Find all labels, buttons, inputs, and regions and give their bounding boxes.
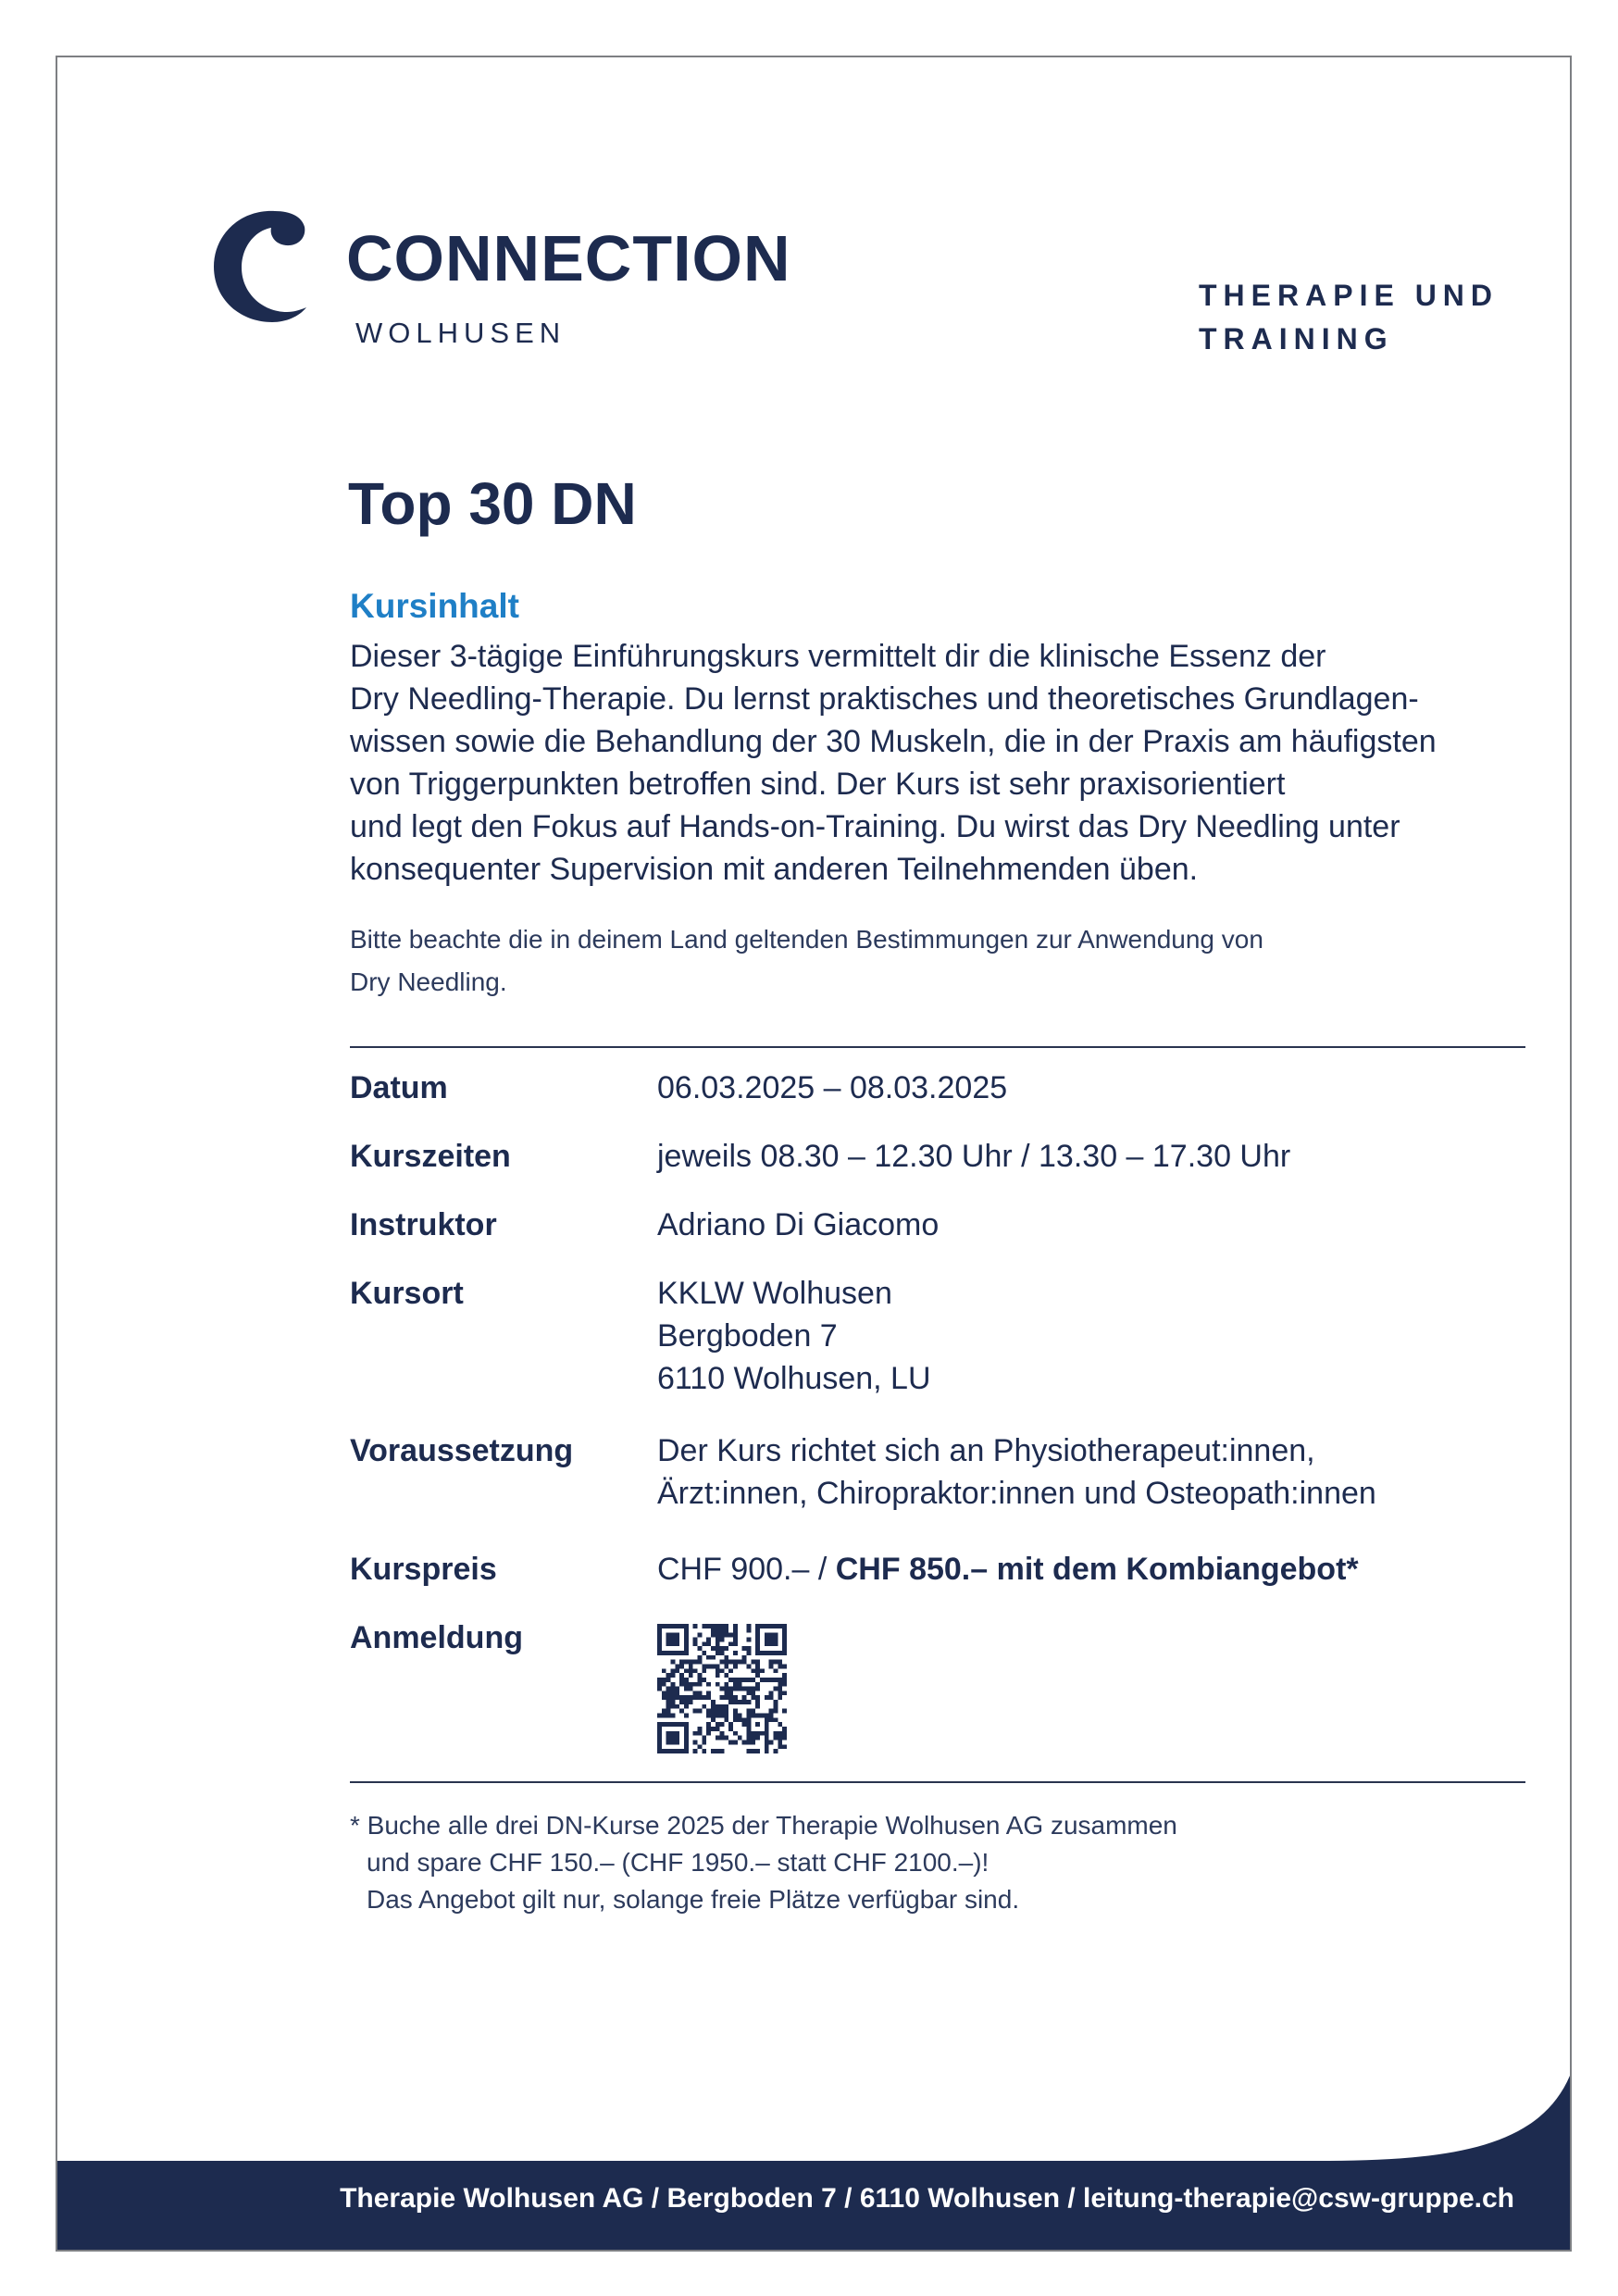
detail-label: Anmeldung <box>350 1620 523 1655</box>
detail-label: Datum <box>350 1070 448 1105</box>
description-line: und legt den Fokus auf Hands-on-Training. Du wirst das Dry Needling unter <box>350 809 1400 844</box>
requirement-line: Ärzt:innen, Chiropraktor:innen und Osteopath:innen <box>657 1476 1376 1511</box>
divider-bottom <box>350 1781 1525 1783</box>
description-line: von Triggerpunkten betroffen sind. Der Kurs ist sehr praxisorientiert <box>350 767 1286 802</box>
tagline-line-1: THERAPIE UND <box>1199 279 1500 312</box>
brand-location: WOLHUSEN <box>355 317 566 349</box>
footer-contact: Therapie Wolhusen AG / Bergboden 7 / 6110 Wolhusen / leitung-therapie@csw-gruppe.ch <box>340 2183 1514 2214</box>
detail-label: Instruktor <box>350 1207 497 1242</box>
divider-top <box>350 1046 1525 1048</box>
detail-value: jeweils 08.30 – 12.30 Uhr / 13.30 – 17.30 Uhr <box>657 1139 1291 1174</box>
description-line: wissen sowie die Behandlung der 30 Muskeln, die in der Praxis am häufigsten <box>350 724 1437 759</box>
section-heading-kursinhalt: Kursinhalt <box>350 587 519 625</box>
detail-label: Kurszeiten <box>350 1139 511 1174</box>
tagline <box>1199 274 1499 361</box>
address-line: Bergboden 7 <box>657 1318 838 1354</box>
description-line: Dieser 3-tägige Einführungskurs vermittelt dir die klinische Essenz der <box>350 639 1326 674</box>
detail-label: Kursort <box>350 1276 464 1311</box>
document-page <box>56 56 1572 2252</box>
note-line: Bitte beachte die in deinem Land geltenden Bestimmungen zur Anwendung von <box>350 925 1263 954</box>
brand-name: CONNECTION <box>346 222 791 294</box>
note-line: Dry Needling. <box>350 967 507 996</box>
detail-value <box>657 1272 931 1400</box>
detail-value <box>657 1429 1376 1515</box>
regulation-note <box>350 918 1263 1004</box>
page-title: Top 30 DN <box>348 470 637 537</box>
price-offer: CHF 850.– mit dem Kombiangebot* <box>835 1552 1359 1587</box>
detail-label: Voraussetzung <box>350 1433 574 1468</box>
description-line: Dry Needling-Therapie. Du lernst praktisches und theoretisches Grundlagen- <box>350 681 1419 717</box>
requirement-line: Der Kurs richtet sich an Physiotherapeut:innen, <box>657 1433 1315 1468</box>
address-line: 6110 Wolhusen, LU <box>657 1361 931 1396</box>
detail-label: Kurspreis <box>350 1552 497 1587</box>
qr-code-icon[interactable] <box>657 1624 787 1753</box>
detail-value <box>657 1548 1359 1591</box>
detail-value: 06.03.2025 – 08.03.2025 <box>657 1070 1008 1105</box>
footnote-line: * Buche alle drei DN-Kurse 2025 der Therapie Wolhusen AG zusammen <box>350 1811 1177 1840</box>
footer-band <box>57 2076 1570 2250</box>
footnote <box>350 1807 1177 1918</box>
detail-value: Adriano Di Giacomo <box>657 1207 940 1242</box>
course-description <box>350 635 1544 891</box>
price-regular: CHF 900.– / <box>657 1552 836 1587</box>
tagline-line-2: TRAINING <box>1199 322 1394 356</box>
footnote-line: Das Angebot gilt nur, solange freie Plätze verfügbar sind. <box>367 1885 1020 1914</box>
description-line: konsequenter Supervision mit anderen Teilnehmenden üben. <box>350 852 1199 887</box>
footnote-line: und spare CHF 150.– (CHF 1950.– statt CHF 2100.–)! <box>367 1848 989 1877</box>
connection-logo-icon <box>210 206 307 324</box>
address-line: KKLW Wolhusen <box>657 1276 892 1311</box>
